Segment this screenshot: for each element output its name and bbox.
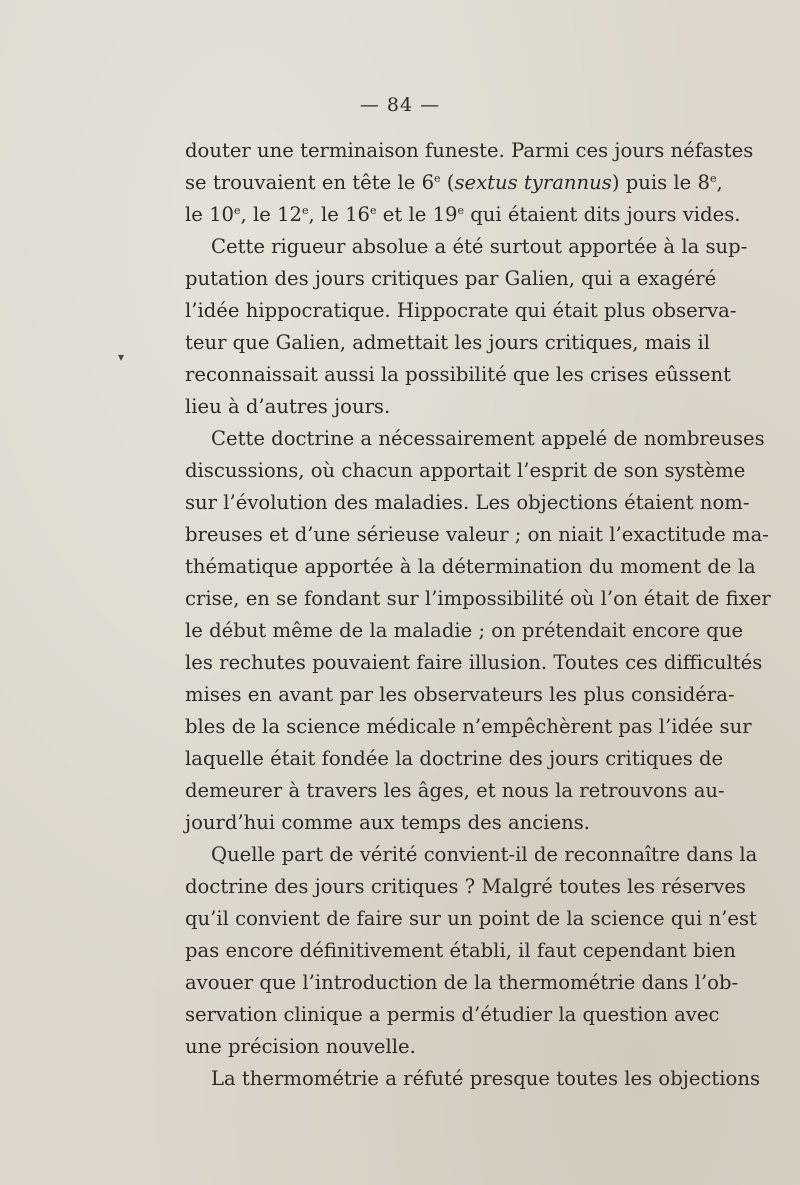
italic-text: sextus tyrannus: [454, 171, 612, 194]
superscript: e: [434, 172, 441, 185]
text-segment: qui étaient dits jours vides.: [464, 203, 741, 226]
text-line: Cette rigueur absolue a été surtout apportée à la sup-: [211, 235, 748, 258]
text-segment: se trouvaient en tête le 6: [185, 171, 435, 194]
text-line: pas encore définitivement établi, il faut cependant bien: [185, 939, 736, 962]
text-line: laquelle était fondée la doctrine des jours critiques de: [185, 747, 724, 770]
text-line: avouer que l’introduction de la thermométrie dans l’ob-: [185, 971, 739, 994]
text-line: crise, en se fondant sur l’impossibilité où l’on était de fixer: [185, 587, 771, 610]
text-segment: , le 16: [308, 203, 371, 226]
margin-mark: ▾: [118, 350, 125, 364]
text-line: Quelle part de vérité convient-il de reconnaître dans la: [211, 843, 758, 866]
text-line: qu’il convient de faire sur un point de la science qui n’est: [185, 907, 757, 930]
text-line: une précision nouvelle.: [185, 1035, 416, 1058]
text-line: breuses et d’une sérieuse valeur ; on niait l’exactitude ma-: [185, 523, 769, 546]
text-line: demeurer à travers les âges, et nous la retrouvons au-: [185, 779, 725, 802]
text-line: thématique apportée à la détermination du moment de la: [185, 555, 756, 578]
text-line: Cette doctrine a nécessairement appelé de nombreuses: [211, 427, 765, 450]
text-line: l’idée hippocratique. Hippocrate qui était plus observa-: [185, 299, 737, 322]
text-line: discussions, où chacun apportait l’esprit de son système: [185, 459, 746, 482]
text-line: reconnaissait aussi la possibilité que les crises eûssent: [185, 363, 732, 386]
text-line: servation clinique a permis d’étudier la question avec: [185, 1003, 720, 1026]
text-line: La thermométrie a réfuté presque toutes les objections: [211, 1067, 761, 1090]
text-line: sur l’évolution des maladies. Les objections étaient nom-: [185, 491, 750, 514]
superscript: e: [709, 172, 717, 185]
text-line: le début même de la maladie ; on prétendait encore que: [185, 619, 744, 642]
text-segment: et le 19: [376, 203, 458, 226]
text-line: putation des jours critiques par Galien, qui a exagéré: [185, 267, 717, 290]
superscript: e: [234, 204, 241, 217]
text-segment: ,: [716, 171, 723, 194]
text-line: teur que Galien, admettait les jours critiques, mais il: [185, 331, 711, 354]
superscript: e: [370, 204, 377, 217]
text-line: les rechutes pouvaient faire illusion. Toutes ces difficultés: [185, 651, 763, 674]
text-segment: (: [440, 171, 455, 194]
text-line: [185, 167, 723, 199]
text-line: [185, 199, 741, 231]
text-segment: ) puis le 8: [611, 171, 710, 194]
page-number: — 84 —: [359, 94, 441, 116]
superscript: e: [457, 204, 465, 217]
text-segment: , le 12: [240, 203, 303, 226]
body-text: [185, 135, 771, 1095]
text-line: bles de la science médicale n’empêchèrent pas l’idée sur: [185, 715, 752, 738]
text-line: douter une terminaison funeste. Parmi ces jours néfastes: [185, 139, 754, 162]
superscript: e: [302, 204, 309, 217]
text-line: lieu à d’autres jours.: [185, 395, 391, 418]
text-segment: le 10: [185, 203, 235, 226]
text-line: mises en avant par les observateurs les plus considéra-: [185, 683, 735, 706]
text-line: jourd’hui comme aux temps des anciens.: [185, 811, 591, 834]
text-line: doctrine des jours critiques ? Malgré toutes les réserves: [185, 875, 746, 898]
